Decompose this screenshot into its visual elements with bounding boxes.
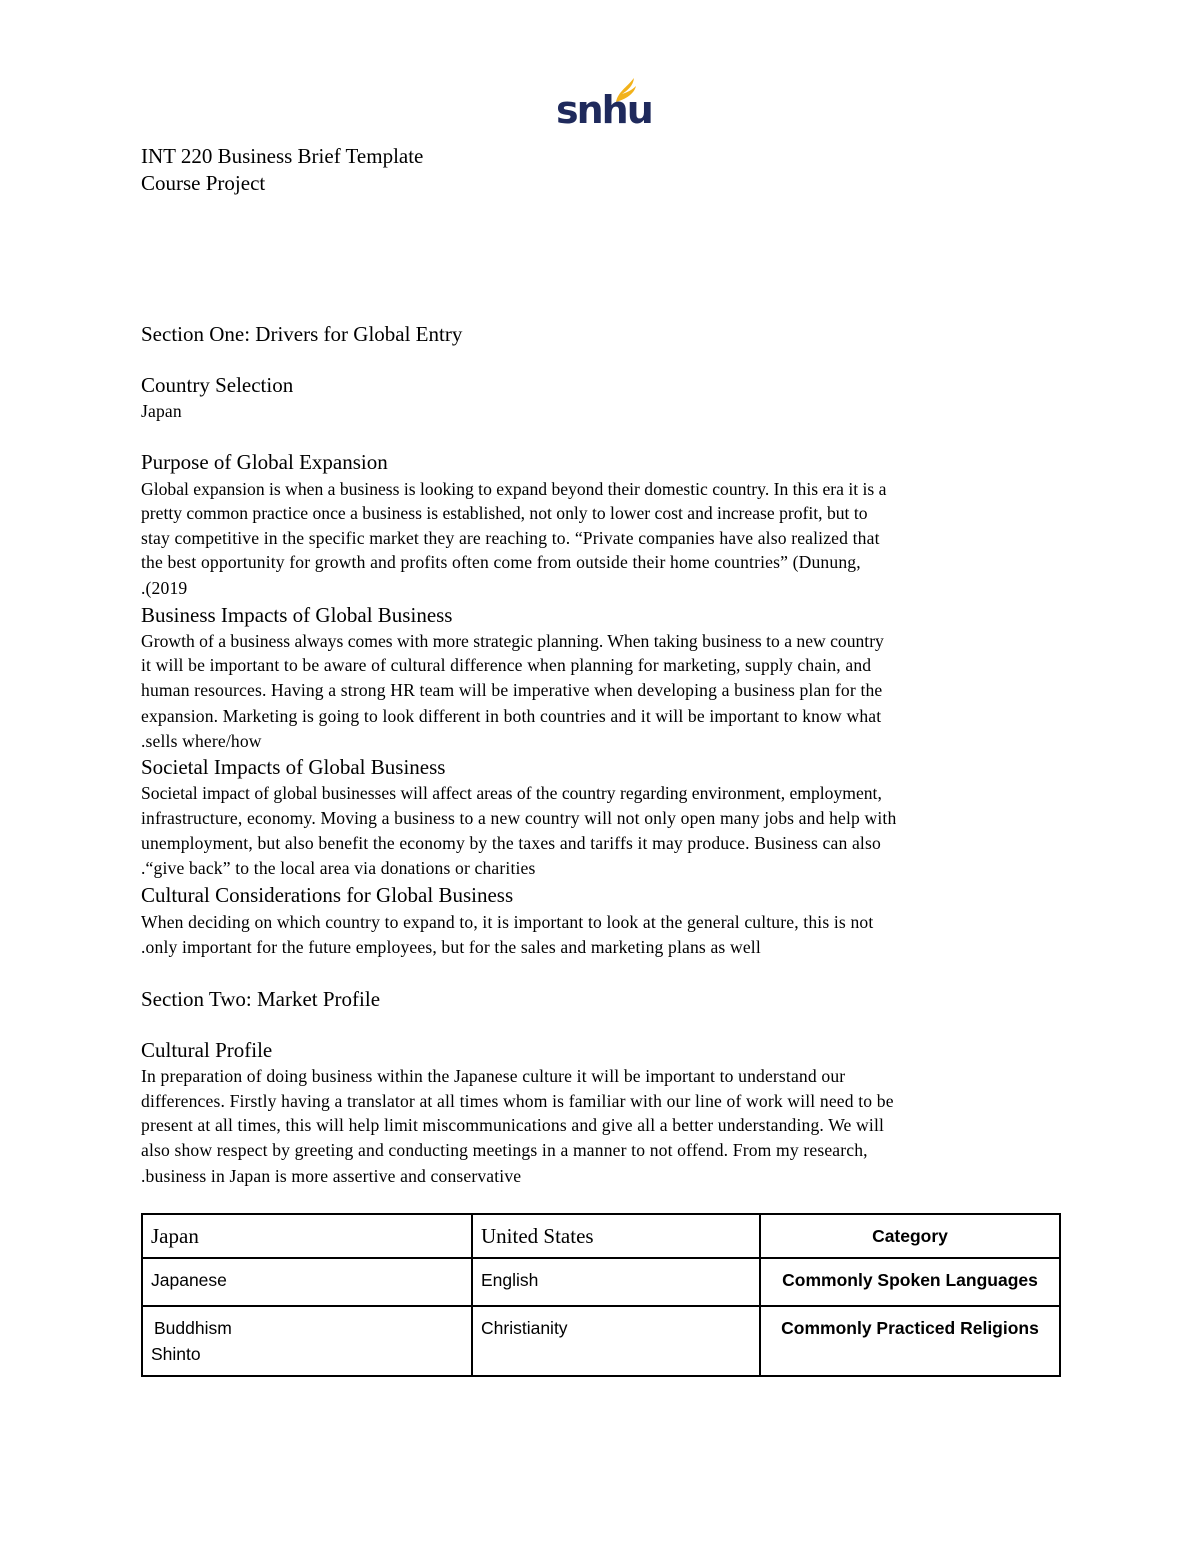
document-title: INT 220 Business Brief Template <box>141 144 424 168</box>
header-japan: Japan <box>142 1214 472 1258</box>
table-row <box>142 1258 1060 1306</box>
business-impacts-line: expansion. Marketing is going to look different in both countries and it will be important to know what <box>141 706 882 726</box>
cell-japan-value: Shinto <box>151 1344 201 1364</box>
document-subtitle: Course Project <box>141 171 266 195</box>
business-impacts-line: human resources. Having a strong HR team will be imperative when developing a business plan for the <box>141 680 883 700</box>
purpose-line: stay competitive in the specific market they are reaching to. “Private companies have also realized that <box>141 528 880 548</box>
societal-impacts-heading: Societal Impacts of Global Business <box>141 755 446 779</box>
purpose-line: the best opportunity for growth and profits often come from outside their home countries” (Dunung, <box>141 552 861 572</box>
header-united-states: United States <box>472 1214 760 1258</box>
country-selection-heading: Country Selection <box>141 373 294 397</box>
cultural-profile-line: also show respect by greeting and conducting meetings in a manner to not offend. From my research, <box>141 1140 868 1160</box>
country-selection-value: Japan <box>141 401 182 421</box>
cell-united-states: Christianity <box>472 1306 760 1376</box>
societal-impacts-line: Societal impact of global businesses will affect areas of the country regarding environment, employment, <box>141 783 882 803</box>
section-one-heading: Section One: Drivers for Global Entry <box>141 322 463 346</box>
purpose-heading: Purpose of Global Expansion <box>141 450 388 474</box>
cell-japan <box>142 1306 472 1376</box>
cell-category: Commonly Spoken Languages <box>760 1258 1060 1306</box>
cultural-profile-line: present at all times, this will help limit miscommunications and give all a better understanding. We will <box>141 1115 885 1135</box>
cultural-considerations-heading: Cultural Considerations for Global Business <box>141 883 514 907</box>
header-category: Category <box>760 1214 1060 1258</box>
societal-impacts-line: .“give back” to the local area via donations or charities <box>141 858 536 878</box>
purpose-line: pretty common practice once a business is established, not only to lower cost and increase profit, but to <box>141 503 868 523</box>
cultural-profile-line: .business in Japan is more assertive and conservative <box>141 1166 522 1186</box>
purpose-line: .(2019 <box>141 578 188 598</box>
cultural-considerations-line: .only important for the future employees, but for the sales and marketing plans as well <box>141 937 761 957</box>
cultural-profile-heading: Cultural Profile <box>141 1038 273 1062</box>
logo-wordmark: snhu <box>556 88 652 132</box>
table-header-row <box>142 1214 1060 1258</box>
cell-japan-value: Buddhism <box>154 1318 232 1338</box>
cell-united-states: English <box>472 1258 760 1306</box>
business-impacts-line: it will be important to be aware of cultural difference when planning for marketing, supply chain, and <box>141 655 872 675</box>
business-impacts-heading: Business Impacts of Global Business <box>141 603 453 627</box>
table-row <box>142 1306 1060 1376</box>
purpose-line: Global expansion is when a business is looking to expand beyond their domestic country. In this era it is a <box>141 479 887 499</box>
business-impacts-line: .sells where/how <box>141 731 262 751</box>
snhu-logo <box>556 74 652 132</box>
cell-japan-value: Japanese <box>151 1270 227 1290</box>
cell-category: Commonly Practiced Religions <box>760 1306 1060 1376</box>
cultural-considerations-line: When deciding on which country to expand to, it is important to look at the general culture, this is not <box>141 912 874 932</box>
cultural-comparison-table <box>141 1213 1061 1377</box>
cell-japan <box>142 1258 472 1306</box>
business-impacts-line: Growth of a business always comes with more strategic planning. When taking business to a new country <box>141 631 884 651</box>
societal-impacts-line: infrastructure, economy. Moving a business to a new country will not only open many jobs and help with <box>141 808 897 828</box>
cultural-profile-line: In preparation of doing business within the Japanese culture it will be important to understand our <box>141 1066 846 1086</box>
cultural-profile-line: differences. Firstly having a translator at all times whom is familiar with our line of work will need to be <box>141 1091 894 1111</box>
section-two-heading: Section Two: Market Profile <box>141 987 381 1011</box>
societal-impacts-line: unemployment, but also benefit the economy by the taxes and tariffs it may produce. Business can also <box>141 833 881 853</box>
